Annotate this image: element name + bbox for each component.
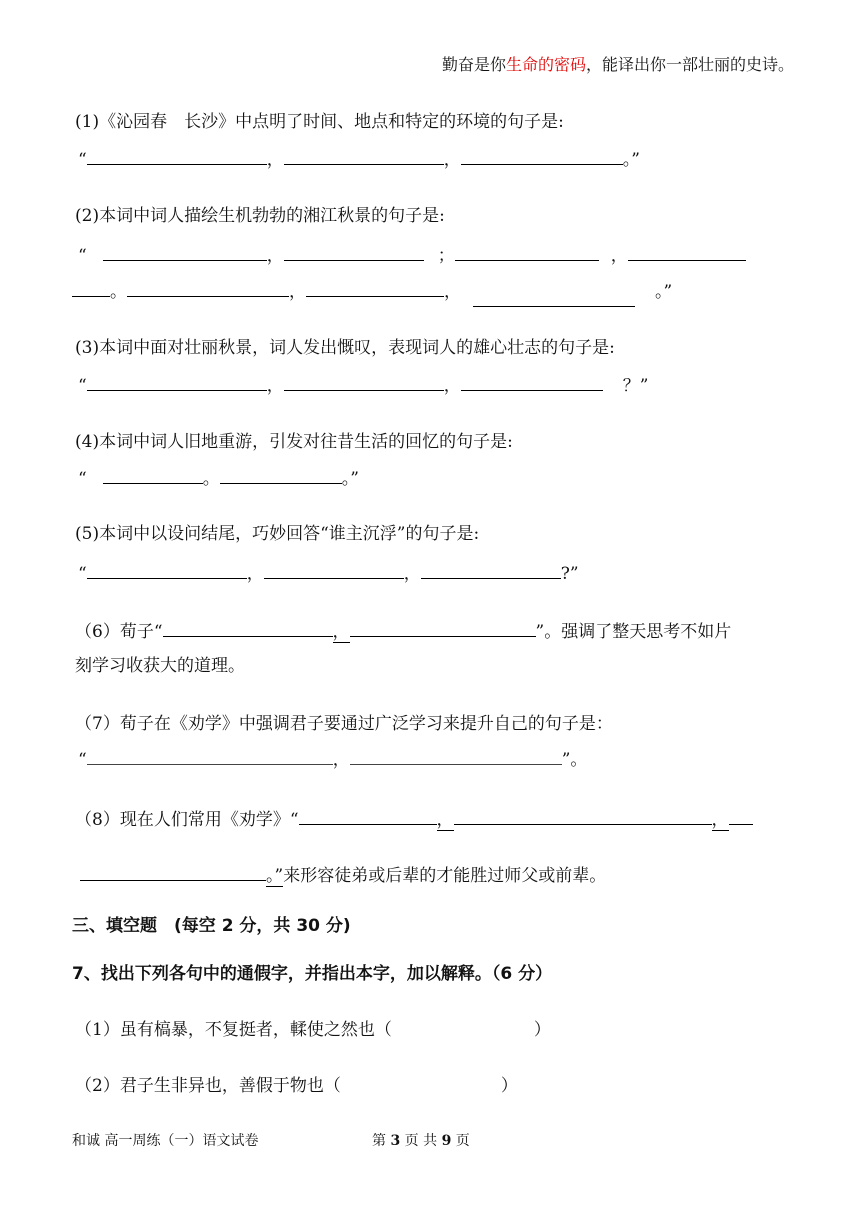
- q8-sep-2: ，: [711, 810, 729, 830]
- q5-end: ?”: [560, 564, 579, 584]
- q7-prompt: （7）荀子在《劝学》中强调君子要通过广泛学习来提升自己的句子是：: [75, 714, 613, 734]
- q2-sep-1: ，: [266, 246, 284, 266]
- q2-end: 。”: [655, 282, 673, 302]
- sub1-text: （1）虽有槁暴，不复挺者，輮使之然也（: [75, 1020, 392, 1040]
- sub2-close: ）: [500, 1076, 518, 1096]
- page-number: 3: [390, 1133, 401, 1149]
- q4-prompt: (4)本词中词人旧地重游，引发对往昔生活的回忆的句子是:: [75, 432, 513, 452]
- q2-answer-row-1: [78, 242, 746, 268]
- q2-sep-2: ，: [610, 246, 628, 266]
- q5-blank-3[interactable]: [421, 560, 561, 579]
- q1-open-quote: “: [78, 150, 87, 170]
- q5-blank-2[interactable]: [264, 560, 404, 579]
- q1-blank-3[interactable]: [461, 146, 623, 165]
- q5-prompt: (5)本词中以设问结尾，巧妙回答“谁主沉浮”的句子是:: [75, 524, 480, 544]
- q8-blank-2[interactable]: [454, 806, 712, 825]
- q2-semi: ；: [437, 246, 455, 266]
- q1-answer-row: [78, 146, 640, 172]
- q6-blank-1[interactable]: [163, 618, 333, 637]
- q1-end: 。”: [622, 150, 640, 170]
- q7-blank-1[interactable]: [87, 746, 333, 765]
- q5-blank-1[interactable]: [87, 560, 247, 579]
- q6-continuation: 刻学习收获大的道理。: [75, 656, 245, 676]
- q3-prompt: (3)本词中面对壮丽秋景，词人发出慨叹，表现词人的雄心壮志的句子是:: [75, 338, 615, 358]
- q7-answer-row: [78, 746, 587, 772]
- q7-blank-2[interactable]: [350, 746, 562, 765]
- q2-blank-3[interactable]: [455, 242, 599, 261]
- q2-blank-6[interactable]: [306, 278, 444, 297]
- q2-period: 。: [110, 282, 127, 302]
- q2-blank-5[interactable]: [127, 278, 289, 297]
- q3-answer-row: [78, 372, 648, 398]
- q5-sep-1: ，: [246, 564, 264, 584]
- footer-page-info: 第 3 页 共 9 页: [372, 1133, 470, 1149]
- q3-blank-1[interactable]: [87, 372, 267, 391]
- q2-blank-2[interactable]: [284, 242, 424, 261]
- q6-lead: （6）荀子“: [75, 622, 163, 642]
- q4-end: 。”: [341, 469, 359, 489]
- q3-blank-3[interactable]: [461, 372, 603, 391]
- q2-prompt: (2)本词中词人描绘生机勃勃的湘江秋景的句子是:: [75, 206, 445, 226]
- motto-highlight: 生命的密码: [506, 55, 587, 74]
- q2-blank-4-cont[interactable]: [72, 278, 110, 297]
- q3-open-quote: “: [78, 376, 87, 396]
- header-motto: [442, 52, 794, 75]
- q3-sep-2: ，: [443, 376, 461, 396]
- q3-sep-1: ，: [266, 376, 284, 396]
- q2-sep-3: ，: [289, 282, 306, 302]
- q2-blank-1[interactable]: [103, 242, 267, 261]
- q1-prompt: (1)《沁园春 长沙》中点明了时间、地点和特定的环境的句子是:: [75, 112, 564, 132]
- q7-open-quote: “: [78, 750, 87, 770]
- q4-blank-2[interactable]: [220, 465, 342, 484]
- sub2-text: （2）君子生非异也，善假于物也（: [75, 1076, 341, 1096]
- q6-row: [75, 618, 731, 644]
- q8-row-2: [80, 862, 606, 888]
- sub-question-1: [75, 1018, 551, 1042]
- q2-blank-4[interactable]: [628, 242, 746, 261]
- q4-open-quote: “: [78, 469, 87, 489]
- q8-lead: （8）现在人们常用《劝学》“: [75, 810, 299, 830]
- motto-part-a: 勤奋是你: [442, 55, 507, 74]
- q5-sep-2: ，: [403, 564, 421, 584]
- q3-blank-2[interactable]: [284, 372, 444, 391]
- q6-blank-2[interactable]: [350, 618, 536, 637]
- q6-tail: ”。强调了整天思考不如片: [535, 622, 732, 642]
- q4-period: 。: [202, 469, 220, 489]
- q7-end: ”。: [561, 750, 588, 770]
- section-3-title: 三、填空题 (每空 2 分，共 30 分): [72, 916, 351, 936]
- q8-blank-1[interactable]: [299, 806, 437, 825]
- q4-blank-1[interactable]: [103, 465, 203, 484]
- q8-tail: 来形容徒弟或后辈的才能胜过师父或前辈。: [283, 866, 607, 886]
- q2-blank-7[interactable]: [473, 288, 635, 307]
- q1-sep-2: ，: [443, 150, 461, 170]
- footer-exam-name: 和诚 高一周练（一）语文试卷: [72, 1133, 259, 1149]
- motto-part-c: ，能译出你一部壮丽的史诗。: [586, 55, 795, 74]
- q6-sep: ，: [332, 622, 350, 642]
- q7-sep: ，: [332, 750, 350, 770]
- q5-open-quote: “: [78, 564, 87, 584]
- q1-blank-2[interactable]: [284, 146, 444, 165]
- q1-sep-1: ，: [266, 150, 284, 170]
- q3-end: ？”: [622, 376, 649, 396]
- page-total: 9: [441, 1133, 452, 1149]
- q2-sep-4: ，: [444, 282, 461, 302]
- q8-blank-3[interactable]: [729, 806, 753, 825]
- q8-row: [75, 806, 753, 832]
- q8-blank-4[interactable]: [80, 862, 266, 881]
- q5-answer-row: [78, 560, 579, 586]
- question-7-title: 7、找出下列各句中的通假字，并指出本字，加以解释。（6 分）: [72, 964, 553, 984]
- q4-answer-row: [78, 465, 359, 491]
- q2-answer-row-2: [72, 278, 672, 304]
- q8-end-mark: 。”: [266, 866, 284, 886]
- sub-question-2: [75, 1074, 518, 1098]
- q1-blank-1[interactable]: [87, 146, 267, 165]
- sub1-close: ）: [533, 1020, 551, 1040]
- q8-sep-1: ，: [436, 810, 454, 830]
- q2-open-quote: “: [78, 246, 87, 266]
